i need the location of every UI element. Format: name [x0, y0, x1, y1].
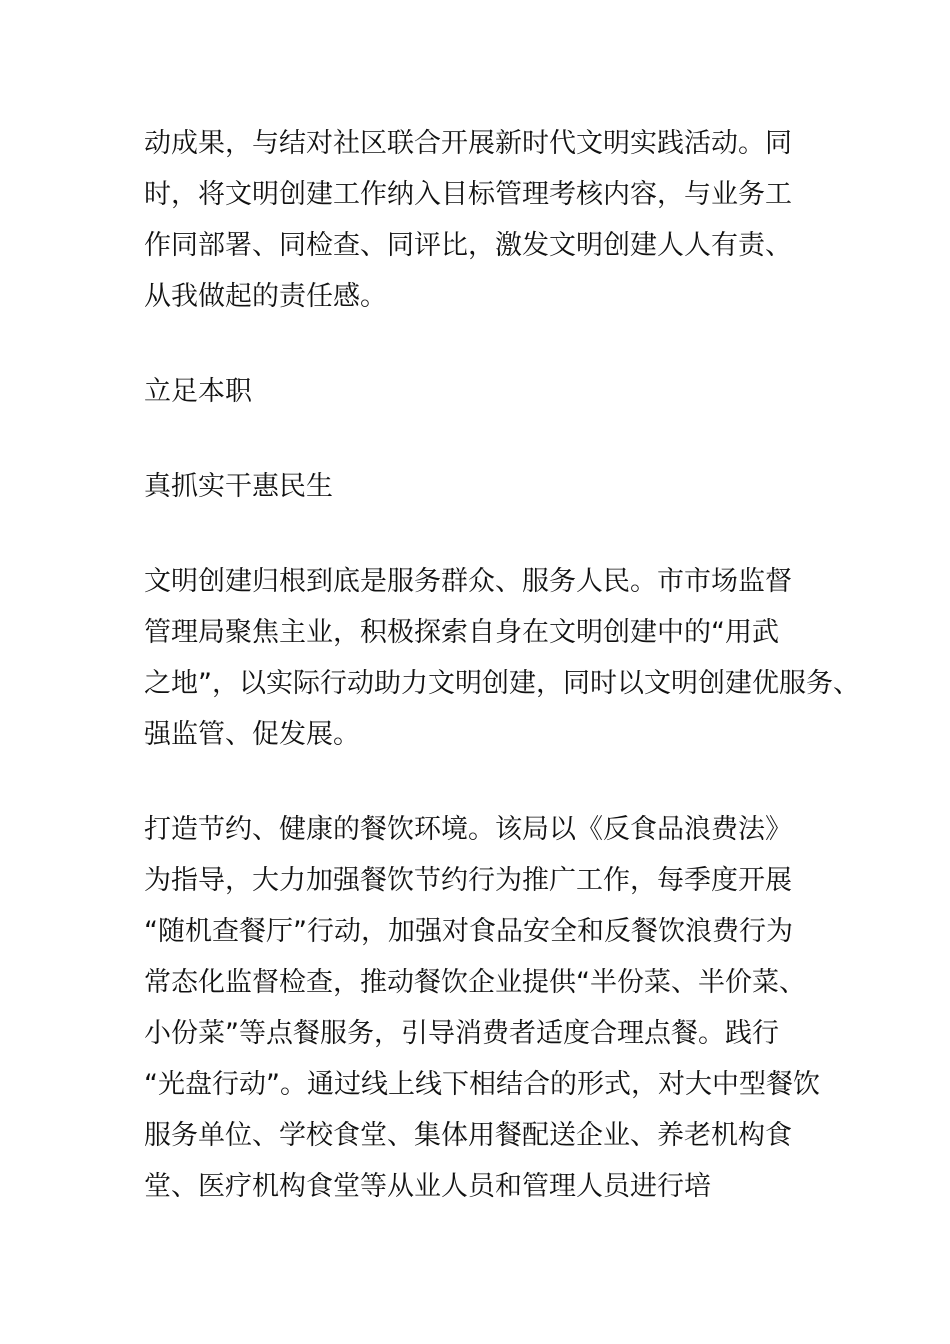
- text-line: 作同部署、同检查、同评比，激发文明创建人人有责、: [144, 230, 792, 261]
- paragraph-gap: [144, 512, 824, 556]
- text-line: “随机查餐厅”行动，加强对食品安全和反餐饮浪费行为: [144, 916, 793, 947]
- text-line: 从我做起的责任感。: [144, 281, 387, 312]
- paragraph-gap: [144, 322, 824, 366]
- paragraph-achievements: [144, 118, 824, 322]
- paragraph-gap: [144, 760, 824, 804]
- text-line: 管理局聚焦主业，积极探索自身在文明创建中的“用武: [144, 617, 779, 648]
- text-line: “光盘行动”。通过线上线下相结合的形式，对大中型餐饮: [144, 1069, 820, 1100]
- text-line: 动成果，与结对社区联合开展新时代文明实践活动。同: [144, 128, 792, 159]
- text-line: 堂、医疗机构食堂等从业人员和管理人员进行培: [144, 1171, 711, 1202]
- paragraph-serve-people: [144, 556, 860, 760]
- paragraph-gap: [144, 417, 824, 461]
- heading-line: 真抓实干惠民生: [144, 471, 333, 502]
- text-line: 强监管、促发展。: [144, 719, 360, 750]
- text-line: 之地”，以实际行动助力文明创建，同时以文明创建优服务、: [144, 668, 860, 699]
- text-line: 为指导，大力加强餐饮节约行为推广工作，每季度开展: [144, 865, 792, 896]
- text-line: 文明创建归根到底是服务群众、服务人民。市市场监督: [144, 566, 792, 597]
- text-line: 小份菜”等点餐服务，引导消费者适度合理点餐。践行: [144, 1018, 779, 1049]
- text-line: 常态化监督检查，推动餐饮企业提供“半份菜、半价菜、: [144, 967, 806, 998]
- section-heading-1: [144, 366, 824, 417]
- text-line: 打造节约、健康的餐饮环境。该局以《反食品浪费法》: [144, 814, 792, 845]
- text-line: 时，将文明创建工作纳入目标管理考核内容，与业务工: [144, 179, 792, 210]
- text-line: 服务单位、学校食堂、集体用餐配送企业、养老机构食: [144, 1120, 792, 1151]
- section-heading-2: [144, 461, 824, 512]
- document-body: [144, 118, 860, 1212]
- heading-line: 立足本职: [144, 376, 252, 407]
- paragraph-dining-environment: [144, 804, 824, 1212]
